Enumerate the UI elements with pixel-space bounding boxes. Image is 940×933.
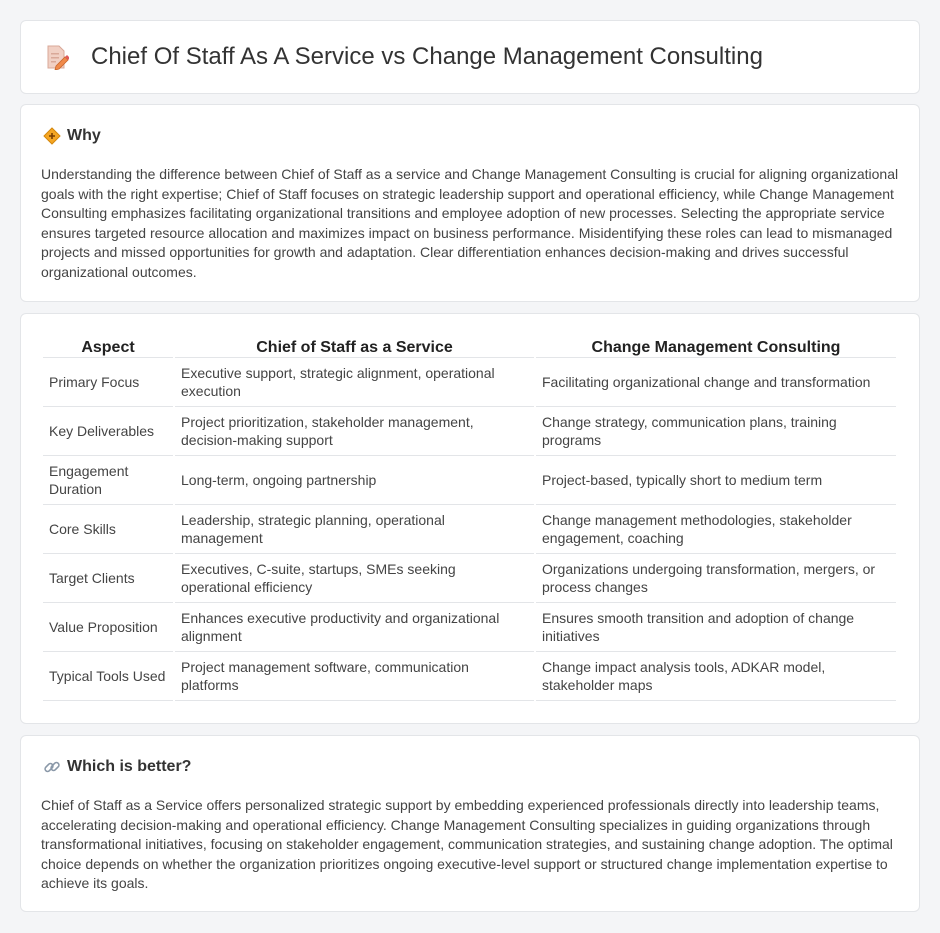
row-change-management: Organizations undergoing transformation, mergers, or process changes (536, 554, 896, 603)
row-chief-of-staff: Leadership, strategic planning, operational management (175, 505, 534, 554)
better-heading-row (43, 758, 191, 776)
comparison-section (20, 313, 920, 724)
page-title: Chief Of Staff As A Service vs Change Management Consulting (91, 43, 763, 70)
header-aspect: Aspect (43, 334, 173, 358)
row-change-management: Facilitating organizational change and transformation (536, 358, 896, 407)
header-change-management: Change Management Consulting (536, 334, 896, 358)
which-better-section (20, 735, 920, 912)
link-icon (43, 758, 61, 776)
better-paragraph: Chief of Staff as a Service offers personalized strategic support by embedding experienced professionals directly into leadership teams, accelerating decision-making and operational efficiency. Change Management Consulting specializes in guiding organizations through transformational initiatives, focusing on stakeholder engagement, communication strategies, and sustaining change adoption. The optimal choice depends on whether the organization prioritizes ongoing executive-level support or structured change implementation expertise to achieve its goals. (41, 797, 893, 891)
row-chief-of-staff: Project management software, communication platforms (175, 652, 534, 701)
why-paragraph: Understanding the difference between Chief of Staff as a service and Change Management Consulting is crucial for aligning organizational goals with the right expertise; Chief of Staff focuses on strategic leadership support and operational efficiency, while Change Management Consulting emphasizes facilitating organizational transitions and employee adoption of new processes. Selecting the appropriate service ensures targeted resource allocation and maximizes impact on business performance. Misidentifying these roles can lead to mismanaged projects and missed opportunities for growth and adaptation. Clear differentiation enhances decision-making and drives successful organizational outcomes. (41, 166, 899, 280)
table-row (43, 456, 896, 505)
row-aspect: Target Clients (43, 554, 173, 603)
row-change-management: Change impact analysis tools, ADKAR model, stakeholder maps (536, 652, 896, 701)
row-chief-of-staff: Executive support, strategic alignment, operational execution (175, 358, 534, 407)
better-heading: Which is better? (67, 758, 192, 775)
row-aspect: Primary Focus (43, 358, 173, 407)
document-pencil-icon (45, 44, 69, 70)
row-chief-of-staff: Long-term, ongoing partnership (175, 456, 534, 505)
table-row (43, 358, 896, 407)
title-row (45, 43, 763, 71)
row-aspect: Value Proposition (43, 603, 173, 652)
row-chief-of-staff: Enhances executive productivity and organizational alignment (175, 603, 534, 652)
why-heading: Why (67, 127, 101, 144)
comparison-table (41, 334, 898, 701)
table-row (43, 554, 896, 603)
table-row (43, 407, 896, 456)
row-chief-of-staff: Executives, C-suite, startups, SMEs seeking operational efficiency (175, 554, 534, 603)
row-change-management: Project-based, typically short to medium term (536, 456, 896, 505)
table-row (43, 603, 896, 652)
diamond-sign-icon (43, 127, 61, 145)
row-change-management: Ensures smooth transition and adoption of change initiatives (536, 603, 896, 652)
row-aspect: Typical Tools Used (43, 652, 173, 701)
table-header-row (43, 334, 896, 358)
table-row (43, 652, 896, 701)
row-chief-of-staff: Project prioritization, stakeholder management, decision-making support (175, 407, 534, 456)
row-aspect: Key Deliverables (43, 407, 173, 456)
why-heading-row (43, 127, 101, 145)
row-aspect: Engagement Duration (43, 456, 173, 505)
row-aspect: Core Skills (43, 505, 173, 554)
header-card (20, 20, 920, 94)
row-change-management: Change management methodologies, stakeholder engagement, coaching (536, 505, 896, 554)
why-section (20, 104, 920, 302)
header-chief-of-staff: Chief of Staff as a Service (175, 334, 534, 358)
row-change-management: Change strategy, communication plans, training programs (536, 407, 896, 456)
table-row (43, 505, 896, 554)
